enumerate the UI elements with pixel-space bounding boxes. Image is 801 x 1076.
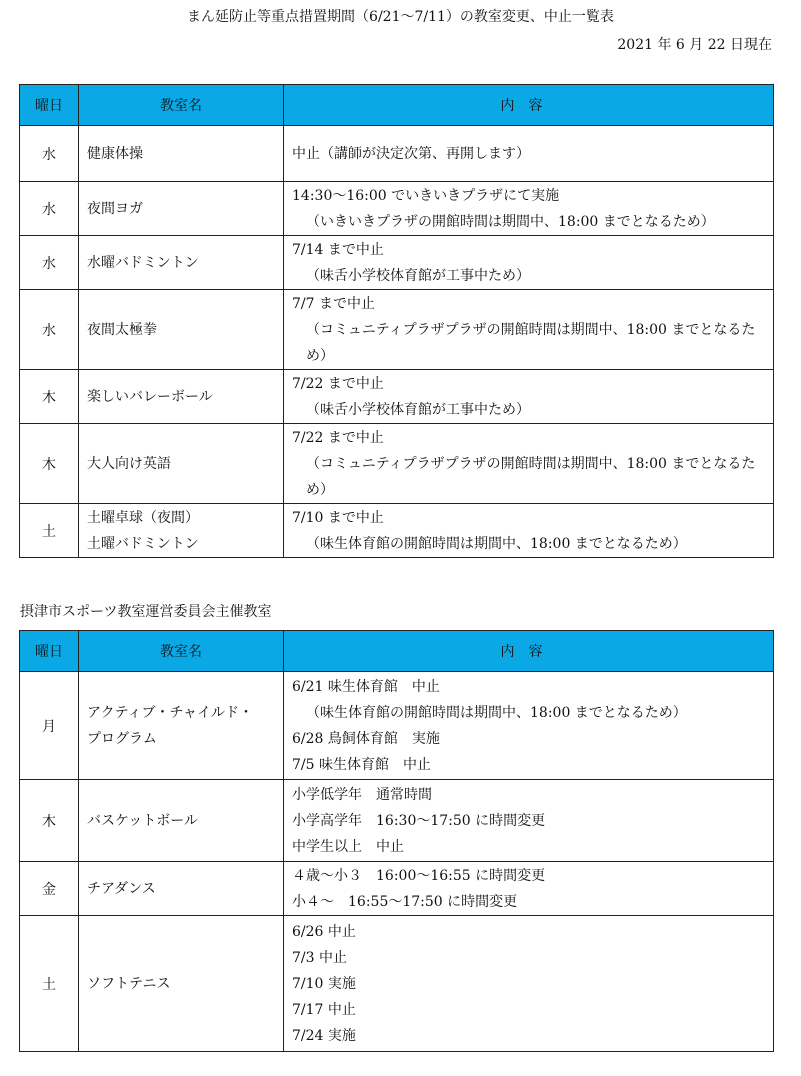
content-line: 7/17 中止 — [292, 1001, 356, 1018]
table-row — [20, 236, 774, 290]
day-cell: 木 — [20, 424, 79, 504]
header-content: 内容 — [284, 85, 774, 126]
class-name: プログラム — [87, 730, 157, 747]
header-day: 曜日 — [20, 631, 79, 672]
class-name: アクティブ・チャイルド・ — [87, 704, 254, 721]
class-name-cell — [79, 126, 284, 182]
content-line: 7/14 まで中止 — [292, 241, 384, 258]
table-body — [20, 672, 774, 1052]
content-cell — [284, 236, 774, 290]
content-line: （味生体育館の開館時間は期間中、18:00 までとなるため） — [306, 535, 687, 552]
class-name-cell — [79, 290, 284, 370]
content-line: ４歳～小３ 16:00～16:55 に時間変更 — [292, 867, 546, 884]
content-line: 小学低学年 通常時間 — [292, 786, 432, 803]
header-class-name: 教室名 — [79, 631, 284, 672]
schedule-table-main — [19, 84, 774, 558]
content-cell — [284, 916, 774, 1052]
document-title: まん延防止等重点措置期間（6/21～7/11）の教室変更、中止一覧表 — [187, 9, 614, 25]
day-cell: 土 — [20, 504, 79, 558]
table-row — [20, 370, 774, 424]
table-row — [20, 780, 774, 862]
content-cell — [284, 290, 774, 370]
section-title: 摂津市スポーツ教室運営委員会主催教室 — [20, 604, 272, 620]
day-cell: 水 — [20, 126, 79, 182]
day-cell: 土 — [20, 916, 79, 1052]
class-name: 水曜バドミントン — [87, 254, 199, 271]
content-line: 7/5 味生体育館 中止 — [292, 756, 431, 773]
table-row — [20, 182, 774, 236]
content-line: （味舌小学校体育館が工事中ため） — [306, 401, 530, 418]
class-name-cell — [79, 916, 284, 1052]
class-name-cell — [79, 424, 284, 504]
class-name-cell — [79, 504, 284, 558]
table-row — [20, 504, 774, 558]
content-line: 7/7 まで中止 — [292, 295, 375, 312]
content-cell — [284, 504, 774, 558]
content-line: （味生体育館の開館時間は期間中、18:00 までとなるため） — [306, 704, 687, 721]
class-name: 土曜卓球（夜間） — [87, 509, 199, 526]
content-line: 7/10 まで中止 — [292, 509, 384, 526]
class-name-cell — [79, 236, 284, 290]
content-cell — [284, 862, 774, 916]
schedule-table-committee — [19, 630, 774, 1052]
content-line: （いきいきプラザの開館時間は期間中、18:00 までとなるため） — [306, 213, 715, 230]
content-line: 7/24 実施 — [292, 1027, 356, 1044]
day-cell: 水 — [20, 182, 79, 236]
content-line: 7/22 まで中止 — [292, 375, 384, 392]
content-line: 6/21 味生体育館 中止 — [292, 678, 440, 695]
class-name: 夜間太極拳 — [87, 321, 157, 338]
class-name-cell — [79, 370, 284, 424]
content-line: （味舌小学校体育館が工事中ため） — [306, 267, 530, 284]
header-day: 曜日 — [20, 85, 79, 126]
content-line: 小４～ 16:55～17:50 に時間変更 — [292, 893, 518, 910]
class-name-cell — [79, 862, 284, 916]
content-line: （コミュニティプラザプラザの開館時間は期間中、18:00 までとなるため） — [306, 455, 756, 498]
content-line: 7/22 まで中止 — [292, 429, 384, 446]
table-header-row — [20, 631, 774, 672]
content-cell — [284, 370, 774, 424]
content-line: （コミュニティプラザプラザの開館時間は期間中、18:00 までとなるため） — [306, 321, 756, 364]
content-cell — [284, 182, 774, 236]
header-content: 内容 — [284, 631, 774, 672]
content-cell — [284, 672, 774, 780]
content-line: 6/28 鳥飼体育館 実施 — [292, 730, 440, 747]
content-line: 7/3 中止 — [292, 949, 347, 966]
class-name: 楽しいバレーボール — [87, 388, 213, 405]
class-name-cell — [79, 780, 284, 862]
day-cell: 月 — [20, 672, 79, 780]
table-row — [20, 672, 774, 780]
table-body — [20, 126, 774, 558]
content-line: 6/26 中止 — [292, 923, 356, 940]
content-cell — [284, 126, 774, 182]
content-line: 7/10 実施 — [292, 975, 356, 992]
table-row — [20, 424, 774, 504]
class-name: 大人向け英語 — [87, 455, 171, 472]
document-date: 2021 年 6 月 22 日現在 — [617, 37, 772, 53]
content-line: 小学高学年 16:30～17:50 に時間変更 — [292, 812, 546, 829]
class-name: 健康体操 — [87, 145, 143, 162]
content-line: 中止（講師が決定次第、再開します） — [292, 145, 530, 162]
day-cell: 木 — [20, 780, 79, 862]
class-name: チアダンス — [87, 880, 156, 897]
content-line: 14:30～16:00 でいきいきプラザにて実施 — [292, 187, 560, 204]
table-row — [20, 862, 774, 916]
table-row — [20, 916, 774, 1052]
class-name: ソフトテニス — [87, 975, 171, 992]
day-cell: 金 — [20, 862, 79, 916]
table-header-row — [20, 85, 774, 126]
table-row — [20, 290, 774, 370]
class-name: 土曜バドミントン — [87, 535, 199, 552]
content-cell — [284, 780, 774, 862]
class-name-cell — [79, 182, 284, 236]
class-name: 夜間ヨガ — [87, 200, 143, 217]
content-line: 中学生以上 中止 — [292, 838, 404, 855]
header-class-name: 教室名 — [79, 85, 284, 126]
class-name-cell — [79, 672, 284, 780]
day-cell: 木 — [20, 370, 79, 424]
class-name: バスケットボール — [87, 812, 199, 829]
day-cell: 水 — [20, 290, 79, 370]
content-cell — [284, 424, 774, 504]
day-cell: 水 — [20, 236, 79, 290]
table-row — [20, 126, 774, 182]
